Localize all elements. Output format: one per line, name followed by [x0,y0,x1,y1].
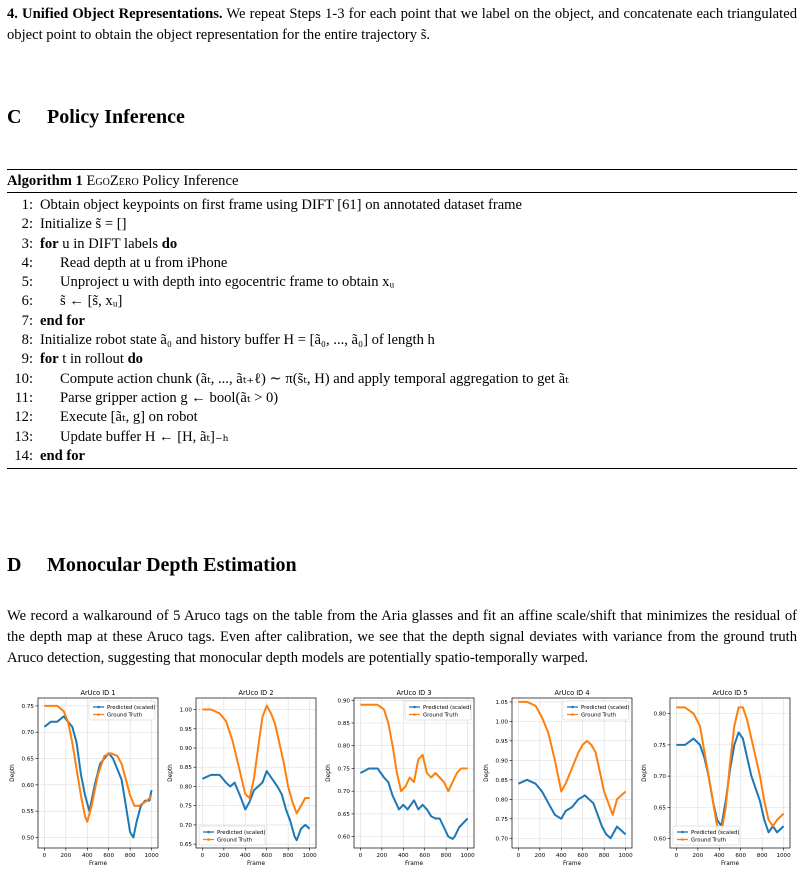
x-tick-label: 800 [124,853,136,859]
legend-marker [97,713,100,716]
chart-panel [168,689,317,867]
y-tick-label: 0.55 [21,809,34,816]
algorithm-line [7,428,797,447]
line-body [40,331,435,350]
x-tick-label: 400 [81,853,93,859]
y-tick-label: 0.75 [653,742,666,749]
line-body [60,254,227,273]
y-tick-label: 0.80 [337,743,350,750]
keyword: end for [40,312,85,329]
y-tick-label: 0.65 [337,811,350,818]
paragraph-lead: 4. Unified Object Representations. [7,6,223,22]
plot-frame [512,698,632,848]
x-tick-label: 0 [674,853,679,859]
line-body [40,235,177,254]
x-tick-label: 200 [60,853,72,859]
keyword: for [40,235,59,252]
y-tick-label: 0.75 [21,703,34,710]
line-text: Parse gripper action g ← bool(ãₜ > 0) [60,389,279,406]
y-axis-label: Depth [326,764,332,782]
line-body [60,370,569,389]
line-number: 14: [14,447,33,464]
y-tick-label: 0.75 [495,816,508,823]
algorithm-line [7,292,797,311]
legend-marker [413,706,416,709]
line-number: 3: [21,235,33,252]
algorithm-title [7,170,797,192]
algorithm-line [7,408,797,427]
y-tick-label: 0.80 [653,711,666,718]
x-tick-label: 600 [419,853,431,859]
y-tick-label: 1.00 [179,707,192,714]
line-number: 5: [21,274,33,291]
y-tick-label: 0.70 [653,774,666,781]
y-axis-label: Depth [10,764,16,782]
x-tick-label: 400 [713,853,725,859]
legend-marker [97,706,100,709]
section-number: D [7,554,22,576]
legend-marker [681,831,684,834]
x-tick-label: 800 [598,853,610,859]
line-number: 13: [14,428,33,445]
depth-estimation-paragraph [7,606,797,669]
x-tick-label: 600 [735,853,747,859]
x-tick-label: 800 [756,853,768,859]
y-tick-label: 0.70 [179,822,192,829]
legend-label: Ground Truth [107,712,143,719]
legend-label: Predicted (scaled) [581,705,630,711]
x-tick-label: 1000 [460,853,475,859]
x-tick-label: 800 [282,853,294,859]
algorithm-block [7,169,797,469]
algorithm-line [7,389,797,408]
legend-label: Ground Truth [581,712,617,719]
algorithm-line [7,254,797,273]
y-tick-label: 0.70 [495,836,508,843]
paragraph-text: We record a walkaround of 5 Aruco tags on the table from the Aria glasses and fit an affine scale/shift that minimizes the residual of the depth map at these Aruco tags. Even after calibration, we see that the depth signal deviates with variance from the ground truth Aruco detection, suggesting that monocular depth models are potentially spatio-temporally warped. [7,608,797,666]
section-c-heading [7,106,185,129]
line-number: 7: [21,312,33,329]
aruco-depth-charts [0,686,804,880]
algorithm-lines [7,193,797,468]
y-axis-label: Depth [168,764,174,782]
algorithm-line [7,370,797,389]
y-tick-label: 0.70 [337,789,350,796]
x-tick-label: 200 [692,853,704,859]
chart-title: ArUco ID 3 [396,689,432,697]
y-tick-label: 0.70 [21,730,34,737]
legend-label: Predicted (scaled) [107,705,156,711]
y-tick-label: 0.75 [337,766,350,773]
y-tick-label: 0.60 [653,836,666,843]
line-text: Obtain object keypoints on first frame using DIFT [61] on annotated dataset frame [40,197,523,213]
x-tick-label: 600 [261,853,273,859]
line-body [40,215,126,234]
x-tick-label: 200 [376,853,388,859]
keyword: do [127,351,143,368]
y-tick-label: 0.50 [21,835,34,842]
x-tick-label: 1000 [618,853,633,859]
x-axis-label: Frame [246,861,266,867]
y-tick-label: 0.95 [179,726,192,733]
chart-panel [10,689,159,867]
algorithm-line [7,331,797,350]
algorithm-name: EgoZero [86,173,139,189]
section-title: Monocular Depth Estimation [47,554,297,576]
chart-legend [199,826,266,845]
chart-panel [642,689,791,867]
y-tick-label: 0.95 [495,738,508,745]
algorithm-suffix: Policy Inference [142,173,239,189]
y-tick-label: 0.65 [179,842,192,849]
y-tick-label: 0.80 [495,797,508,804]
legend-label: Ground Truth [423,712,459,719]
y-axis-label: Depth [642,764,648,782]
x-axis-label: Frame [88,861,108,867]
section-title: Policy Inference [47,106,185,128]
legend-label: Predicted (scaled) [691,830,740,836]
x-tick-label: 200 [218,853,230,859]
line-number: 4: [21,254,33,271]
keyword: for [40,351,59,368]
line-text: s̃ ← [s̃, xᵤ] [60,293,123,310]
chart-legend [563,701,630,720]
line-number: 12: [14,409,33,426]
line-body [40,312,85,331]
line-text: u in DIFT labels [58,235,162,252]
algorithm-line [7,312,797,331]
line-text: Initialize robot state ã₀ and history buffer H = [ã₀, ..., ã₀] of length h [40,332,435,349]
x-tick-label: 800 [440,853,452,859]
keyword: do [161,235,178,252]
algorithm-line [7,273,797,292]
y-tick-label: 1.00 [495,719,508,726]
chart-title: ArUco ID 5 [712,689,748,697]
x-tick-label: 600 [103,853,115,859]
x-axis-label: Frame [404,861,424,867]
y-tick-label: 0.85 [495,777,508,784]
line-number: 6: [21,293,33,310]
algorithm-bottom-rule [7,468,797,469]
x-tick-label: 200 [534,853,546,859]
y-tick-label: 0.65 [653,805,666,812]
y-tick-label: 0.85 [337,721,350,727]
line-text: Update buffer H ← [H, ãₜ]₋ₕ [60,428,229,445]
y-tick-label: 0.85 [179,765,192,772]
line-number: 1: [21,197,33,213]
x-tick-label: 600 [577,853,589,859]
algorithm-line [7,196,797,215]
series-line [202,706,309,814]
line-body [60,292,122,311]
legend-label: Ground Truth [217,837,253,844]
algorithm-line [7,350,797,369]
y-tick-label: 0.60 [21,782,34,789]
x-axis-label: Frame [562,861,582,867]
y-tick-label: 0.60 [337,834,350,841]
algorithm-line [7,235,797,254]
line-number: 9: [21,351,33,368]
chart-panel [326,689,475,867]
series-line [44,706,151,822]
unified-object-paragraph [7,4,797,46]
paragraph-text: We repeat Steps 1-3 for each point that we label on the object, and concatenate each triangulated object point to obtain the object representation for the entire trajectory s̃. [7,6,797,43]
x-tick-label: 0 [516,853,521,859]
line-text: Compute action chunk (ãₜ, ..., ãₜ₊ℓ) ∼ π(s̃ₜ, H) and apply temporal aggregation to get ãₜ [60,370,569,387]
algorithm-line [7,215,797,234]
y-tick-label: 0.90 [337,698,350,705]
legend-marker [571,713,574,716]
x-tick-label: 400 [555,853,567,859]
line-text: Execute [ãₜ, g] on robot [60,409,198,426]
line-text: t in rollout [58,351,128,368]
y-tick-label: 1.05 [495,699,508,706]
legend-label: Predicted (scaled) [217,830,266,836]
y-tick-label: 0.90 [495,758,508,765]
x-tick-label: 1000 [776,853,791,859]
series-line [676,707,783,832]
x-tick-label: 1000 [144,853,159,859]
line-body [40,350,143,369]
x-tick-label: 400 [397,853,409,859]
y-tick-label: 0.90 [179,746,192,752]
x-tick-label: 0 [42,853,47,859]
line-text: Read depth at u from iPhone [60,254,228,271]
line-body [60,408,198,427]
chart-title: ArUco ID 2 [238,689,274,697]
x-tick-label: 0 [200,853,205,859]
line-number: 8: [21,332,33,349]
chart-panel [484,689,633,867]
legend-label: Ground Truth [691,837,727,844]
x-tick-label: 1000 [302,853,317,859]
chart-legend [405,701,472,720]
y-tick-label: 0.80 [179,784,192,791]
line-body [40,196,522,215]
legend-marker [207,831,210,834]
line-body [60,273,394,292]
keyword: end for [40,447,85,464]
chart-title: ArUco ID 1 [80,689,116,697]
line-body [60,428,229,447]
section-number: C [7,106,22,128]
plot-frame [196,698,316,848]
legend-label: Predicted (scaled) [423,705,472,711]
y-tick-label: 0.65 [21,756,34,763]
line-number: 11: [14,389,33,406]
line-body [40,447,85,466]
x-axis-label: Frame [720,861,740,867]
legend-marker [571,706,574,709]
line-number: 2: [21,216,33,233]
line-body [60,389,278,408]
algorithm-label: Algorithm 1 [7,173,83,189]
line-number: 10: [14,370,33,387]
y-tick-label: 0.75 [179,803,192,810]
algorithm-line [7,447,797,466]
chart-title: ArUco ID 4 [554,689,590,697]
x-tick-label: 0 [358,853,363,859]
charts-svg [0,686,804,880]
legend-marker [207,838,210,841]
section-d-heading [7,554,297,577]
x-tick-label: 400 [239,853,251,859]
legend-marker [681,838,684,841]
legend-marker [413,713,416,716]
line-text: Unproject u with depth into egocentric frame to obtain xᵤ [60,274,395,291]
y-axis-label: Depth [484,764,490,782]
chart-legend [89,701,156,720]
chart-legend [673,826,740,845]
line-text: Initialize s̃ = [] [40,216,127,233]
